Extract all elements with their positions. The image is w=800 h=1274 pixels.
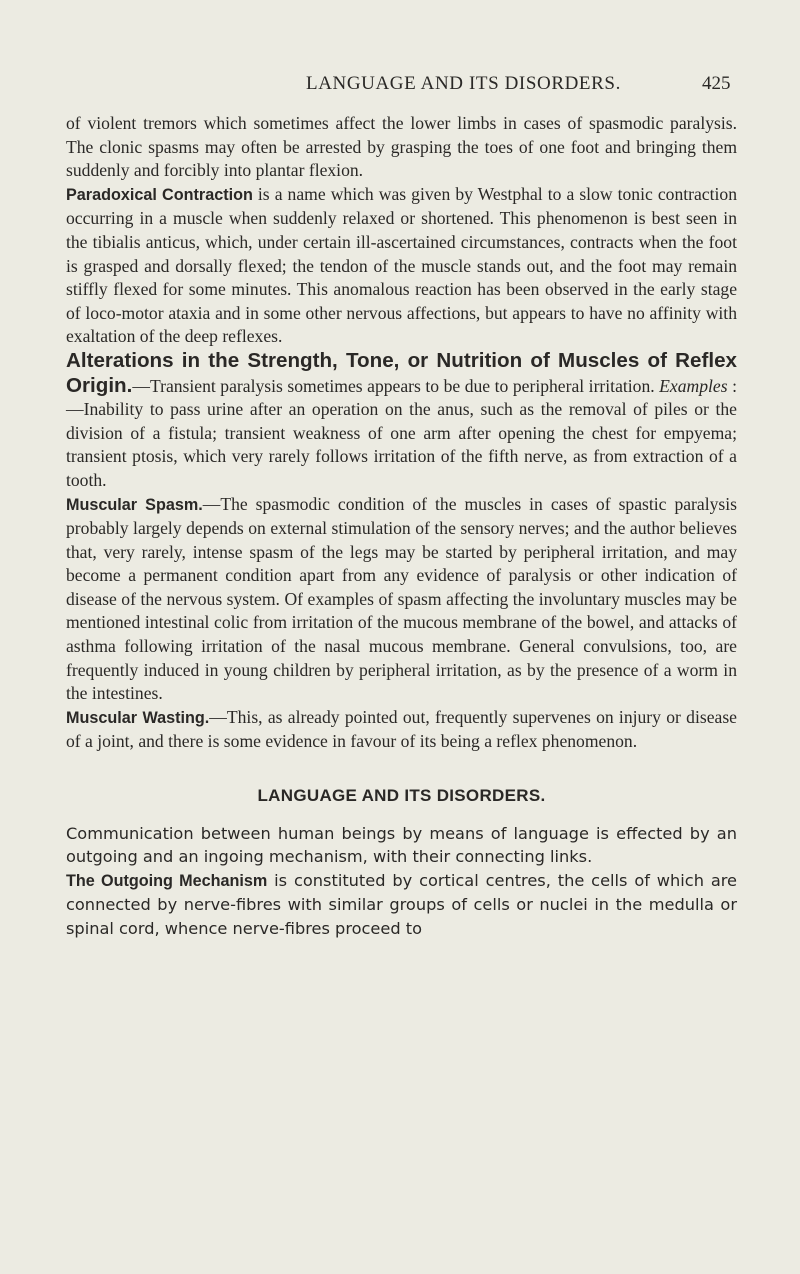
paragraph-communication [66,822,737,869]
muscular-spasm-text: —The spasmodic condition of the muscles in cases of spastic paralysis probably largely depends on external stimulation of the sensory nerves; and the author believes that, very rarely, intense spasm of the legs may be started by peripheral irritation, and may become a permanent condition apart from any evidence of paralysis or other indication of disease of the nervous system. Of examples of spasm affecting the involuntary muscles may be mentioned intestinal colic from irritation of the mucous membrane of the bowel, and attacks of asthma following irritation of the nasal mucous membrane. General convulsions, too, are frequently induced in young children by peripheral irritation, as by the presence of a worm in the intestines. [66,493,737,704]
alterations-text-a: —Transient paralysis sometimes appears to be due to peripheral irritation. [132,375,660,396]
page-number: 425 [702,73,731,94]
paragraph-tremors-text: of violent tremors which sometimes affect the lower limbs in cases of spasmodic paralysis. The clonic spasms may often be arrested by grasping the toes of one foot and bringing them suddenly and forcibly into plantar flexion. [66,113,737,181]
section-title: LANGUAGE AND ITS DISORDERS. [257,786,546,806]
alterations-heading: Alterations in the Strength, Tone, or Nutrition of Muscles of Reflex Origin. [66,348,737,397]
outgoing-mechanism-heading: The Outgoing Mechanism [66,871,268,890]
paragraph-muscular-spasm [66,493,737,706]
paragraph-outgoing-mechanism [66,869,737,941]
muscular-spasm-heading: Muscular Spasm. [66,495,203,514]
paragraph-paradoxical-contraction [66,183,737,349]
muscular-wasting-text: —This, as already pointed out, frequently supervenes on injury or disease of a joint, and there is some evidence in favour of its being a reflex phenomenon. [66,706,737,752]
muscular-wasting-heading: Muscular Wasting. [66,708,210,727]
paradoxical-contraction-text: is a name which was given by Westphal to a slow tonic contraction occurring in a muscle when suddenly relaxed or shortened. This phenomenon is best seen in the tibialis anticus, which, under certain ill-ascertained circumstances, contracts when the foot is grasped and dorsally flexed; the tendon of the muscle stands out, and the foot may remain stiffly flexed for some minutes. This anomalous reaction has been observed in the early stage of loco-motor ataxia and in some other nervous affections, but appears to have no affinity with exaltation of the deep reflexes. [66,183,737,347]
paragraph-muscular-wasting [66,706,737,754]
running-title: LANGUAGE AND ITS DISORDERS. [306,73,621,94]
paragraph-alterations [66,349,737,493]
communication-text: Communication between human beings by means of language is effected by an outgoing and an ingoing mechanism, with their connecting links. [66,823,737,867]
paragraph-tremors [66,112,737,183]
examples-label: Examples [659,375,728,396]
alterations-text-b: :—Inability to pass urine after an operation on the anus, such as the removal of piles or the division of a fistula; transient weakness of one arm after opening the chest for empyema; transient ptosis, which very rarely follows irritation of the fifth nerve, as from extraction of a tooth. [66,375,737,490]
body-text [66,112,737,941]
paradoxical-contraction-heading: Paradoxical Contraction [66,185,253,204]
running-head [0,73,800,97]
outgoing-mechanism-text: is constituted by cortical centres, the cells of which are connected by nerve-fibres with similar groups of cells or nuclei in the medulla or spinal cord, whence nerve-fibres proceed to [66,870,738,938]
